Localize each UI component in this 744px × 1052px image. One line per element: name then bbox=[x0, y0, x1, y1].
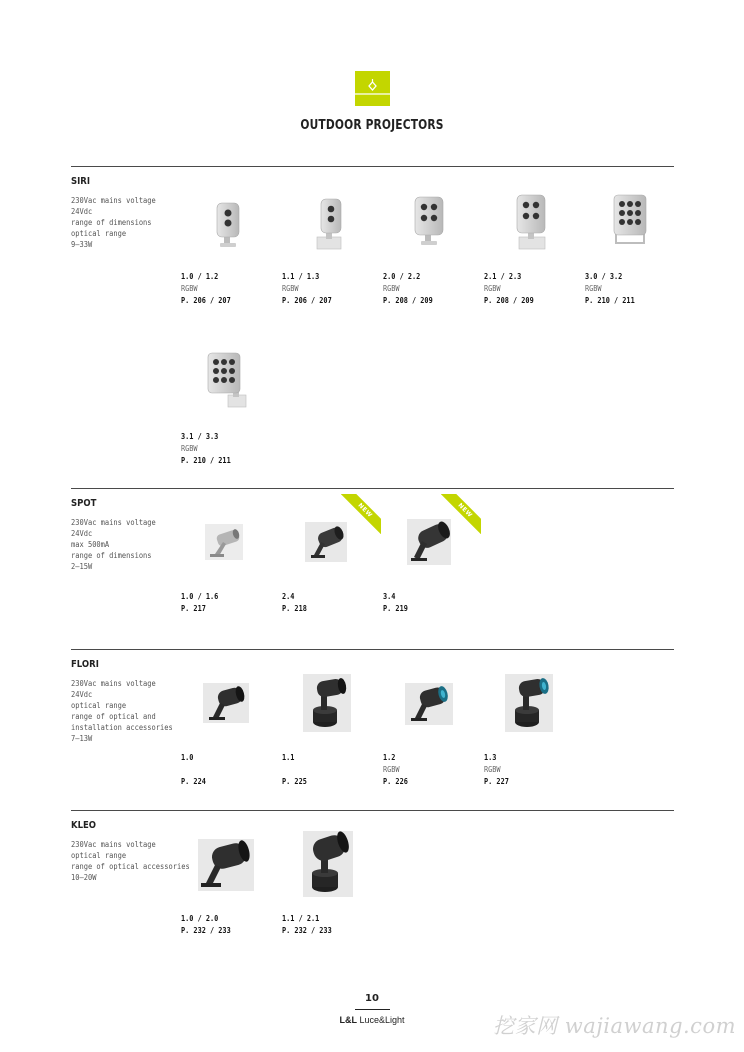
product-code: 1.3 bbox=[484, 753, 497, 762]
product-tag: RGBW bbox=[181, 284, 198, 293]
product-page-link[interactable]: P. 206 / 207 bbox=[181, 296, 231, 305]
new-badge bbox=[341, 494, 381, 534]
product-card[interactable] bbox=[383, 167, 479, 317]
spec-list bbox=[71, 839, 190, 883]
section-title: SIRI bbox=[71, 176, 90, 187]
section-flori bbox=[71, 649, 674, 810]
product-code: 2.4 bbox=[282, 592, 295, 601]
product-tag: RGBW bbox=[484, 765, 501, 774]
spec-item: 7–13W bbox=[71, 734, 93, 744]
product-card[interactable] bbox=[383, 489, 479, 639]
product-page-link[interactable]: P. 224 bbox=[181, 777, 206, 786]
spec-item: 10–20W bbox=[71, 873, 97, 883]
brand-mark: L&L bbox=[339, 1015, 357, 1025]
diamond-lamp-icon bbox=[355, 71, 390, 106]
section-title: FLORI bbox=[71, 659, 99, 670]
product-tag bbox=[282, 764, 307, 776]
product-card[interactable] bbox=[383, 650, 479, 800]
product-tag: RGBW bbox=[484, 284, 501, 293]
product-card[interactable] bbox=[181, 167, 277, 317]
product-page-link[interactable]: P. 210 / 211 bbox=[181, 456, 231, 465]
product-page-link[interactable]: P. 219 bbox=[383, 604, 408, 613]
section-spot bbox=[71, 488, 674, 649]
product-card[interactable] bbox=[181, 650, 277, 800]
flori-rgbw-base-projector-icon bbox=[505, 674, 553, 732]
flori-spike-projector-icon bbox=[203, 683, 249, 723]
section-kleo bbox=[71, 810, 674, 960]
kleo-spike-projector-icon bbox=[198, 839, 254, 891]
product-page-link[interactable]: P. 232 / 233 bbox=[181, 926, 231, 935]
section-title: SPOT bbox=[71, 498, 97, 509]
new-badge-label: NEW bbox=[441, 494, 481, 534]
product-page-link[interactable]: P. 208 / 209 bbox=[383, 296, 433, 305]
product-tag: RGBW bbox=[181, 444, 198, 453]
product-page-link[interactable]: P. 208 / 209 bbox=[484, 296, 534, 305]
section-title: KLEO bbox=[71, 820, 97, 831]
spec-item: 24Vdc bbox=[71, 529, 93, 539]
product-page-link[interactable]: P. 227 bbox=[484, 777, 509, 786]
product-code: 3.4 bbox=[383, 592, 396, 601]
product-code: 3.0 / 3.2 bbox=[585, 272, 623, 281]
spec-item: optical range bbox=[71, 851, 127, 861]
product-page-link[interactable]: P. 217 bbox=[181, 604, 206, 613]
spec-item: range of dimensions bbox=[71, 551, 152, 561]
product-tag: RGBW bbox=[282, 284, 299, 293]
spec-item: 24Vdc bbox=[71, 690, 93, 700]
siri-9-led-projector-base-icon bbox=[206, 351, 248, 409]
product-code: 3.1 / 3.3 bbox=[181, 432, 219, 441]
spec-item: 230Vac mains voltage bbox=[71, 840, 156, 849]
spec-item: range of optical and bbox=[71, 712, 156, 722]
header-logo bbox=[355, 71, 390, 106]
siri-2-led-projector-base-icon bbox=[313, 197, 347, 251]
kleo-base-projector-icon bbox=[303, 831, 353, 897]
product-code: 1.0 bbox=[181, 753, 194, 762]
footer-divider bbox=[355, 1009, 390, 1010]
brand-name: Luce&Light bbox=[359, 1015, 405, 1025]
product-tag: RGBW bbox=[383, 284, 400, 293]
spec-item: 24Vdc bbox=[71, 207, 93, 217]
product-code: 1.0 / 1.6 bbox=[181, 592, 219, 601]
siri-9-led-projector-icon bbox=[610, 193, 650, 249]
spec-item: optical range bbox=[71, 701, 127, 711]
product-tag: RGBW bbox=[585, 284, 602, 293]
watermark: 挖家网 wajiawang.com bbox=[493, 1014, 736, 1038]
product-card[interactable] bbox=[282, 811, 378, 961]
siri-4-led-projector-icon bbox=[411, 195, 447, 251]
product-code: 1.2 bbox=[383, 753, 396, 762]
new-badge bbox=[441, 494, 481, 534]
product-code: 2.1 / 2.3 bbox=[484, 272, 522, 281]
spot-silver-projector-icon bbox=[205, 524, 243, 560]
product-page-link[interactable]: P. 206 / 207 bbox=[282, 296, 332, 305]
spec-item: 230Vac mains voltage bbox=[71, 679, 156, 688]
spec-list bbox=[71, 678, 181, 745]
spec-item: optical range bbox=[71, 229, 127, 239]
product-code: 2.0 / 2.2 bbox=[383, 272, 421, 281]
product-code: 1.0 / 1.2 bbox=[181, 272, 219, 281]
product-card[interactable] bbox=[585, 167, 681, 317]
spec-item: 2–15W bbox=[71, 562, 93, 572]
section-siri bbox=[71, 166, 674, 488]
product-tag bbox=[181, 764, 206, 776]
new-badge-label: NEW bbox=[341, 494, 381, 534]
spec-item: range of optical accessories bbox=[71, 862, 190, 872]
page-number: 10 bbox=[365, 993, 379, 1004]
siri-4-led-projector-base-icon bbox=[513, 193, 549, 251]
product-code: 1.1 / 2.1 bbox=[282, 914, 320, 923]
product-page-link[interactable]: P. 218 bbox=[282, 604, 307, 613]
spec-list bbox=[71, 517, 181, 572]
product-page-link[interactable]: P. 210 / 211 bbox=[585, 296, 635, 305]
product-card[interactable] bbox=[282, 167, 378, 317]
product-card[interactable] bbox=[181, 337, 277, 467]
product-page-link[interactable]: P. 226 bbox=[383, 777, 408, 786]
flori-rgbw-spike-projector-icon bbox=[405, 683, 453, 725]
spec-item: 230Vac mains voltage bbox=[71, 518, 156, 527]
product-card[interactable] bbox=[484, 650, 580, 800]
product-code: 1.1 / 1.3 bbox=[282, 272, 320, 281]
product-card[interactable] bbox=[181, 811, 277, 961]
page-title: OUTDOOR PROJECTORS bbox=[300, 118, 444, 133]
flori-base-projector-icon bbox=[303, 674, 351, 732]
product-card[interactable] bbox=[282, 489, 378, 639]
spec-item: installation accessories bbox=[71, 723, 173, 733]
product-page-link[interactable]: P. 232 / 233 bbox=[282, 926, 332, 935]
product-card[interactable] bbox=[282, 650, 378, 800]
spec-item: max 500mA bbox=[71, 540, 110, 550]
spec-item: 230Vac mains voltage bbox=[71, 196, 156, 205]
product-card[interactable] bbox=[484, 167, 580, 317]
product-card[interactable] bbox=[181, 489, 277, 639]
product-code: 1.1 bbox=[282, 753, 295, 762]
siri-2-led-projector-icon bbox=[211, 199, 247, 251]
spec-item: range of dimensions bbox=[71, 218, 152, 228]
product-page-link[interactable]: P. 225 bbox=[282, 777, 307, 786]
product-code: 1.0 / 2.0 bbox=[181, 914, 219, 923]
spec-list bbox=[71, 195, 181, 250]
product-tag: RGBW bbox=[383, 765, 400, 774]
spec-item: 9–33W bbox=[71, 240, 93, 250]
